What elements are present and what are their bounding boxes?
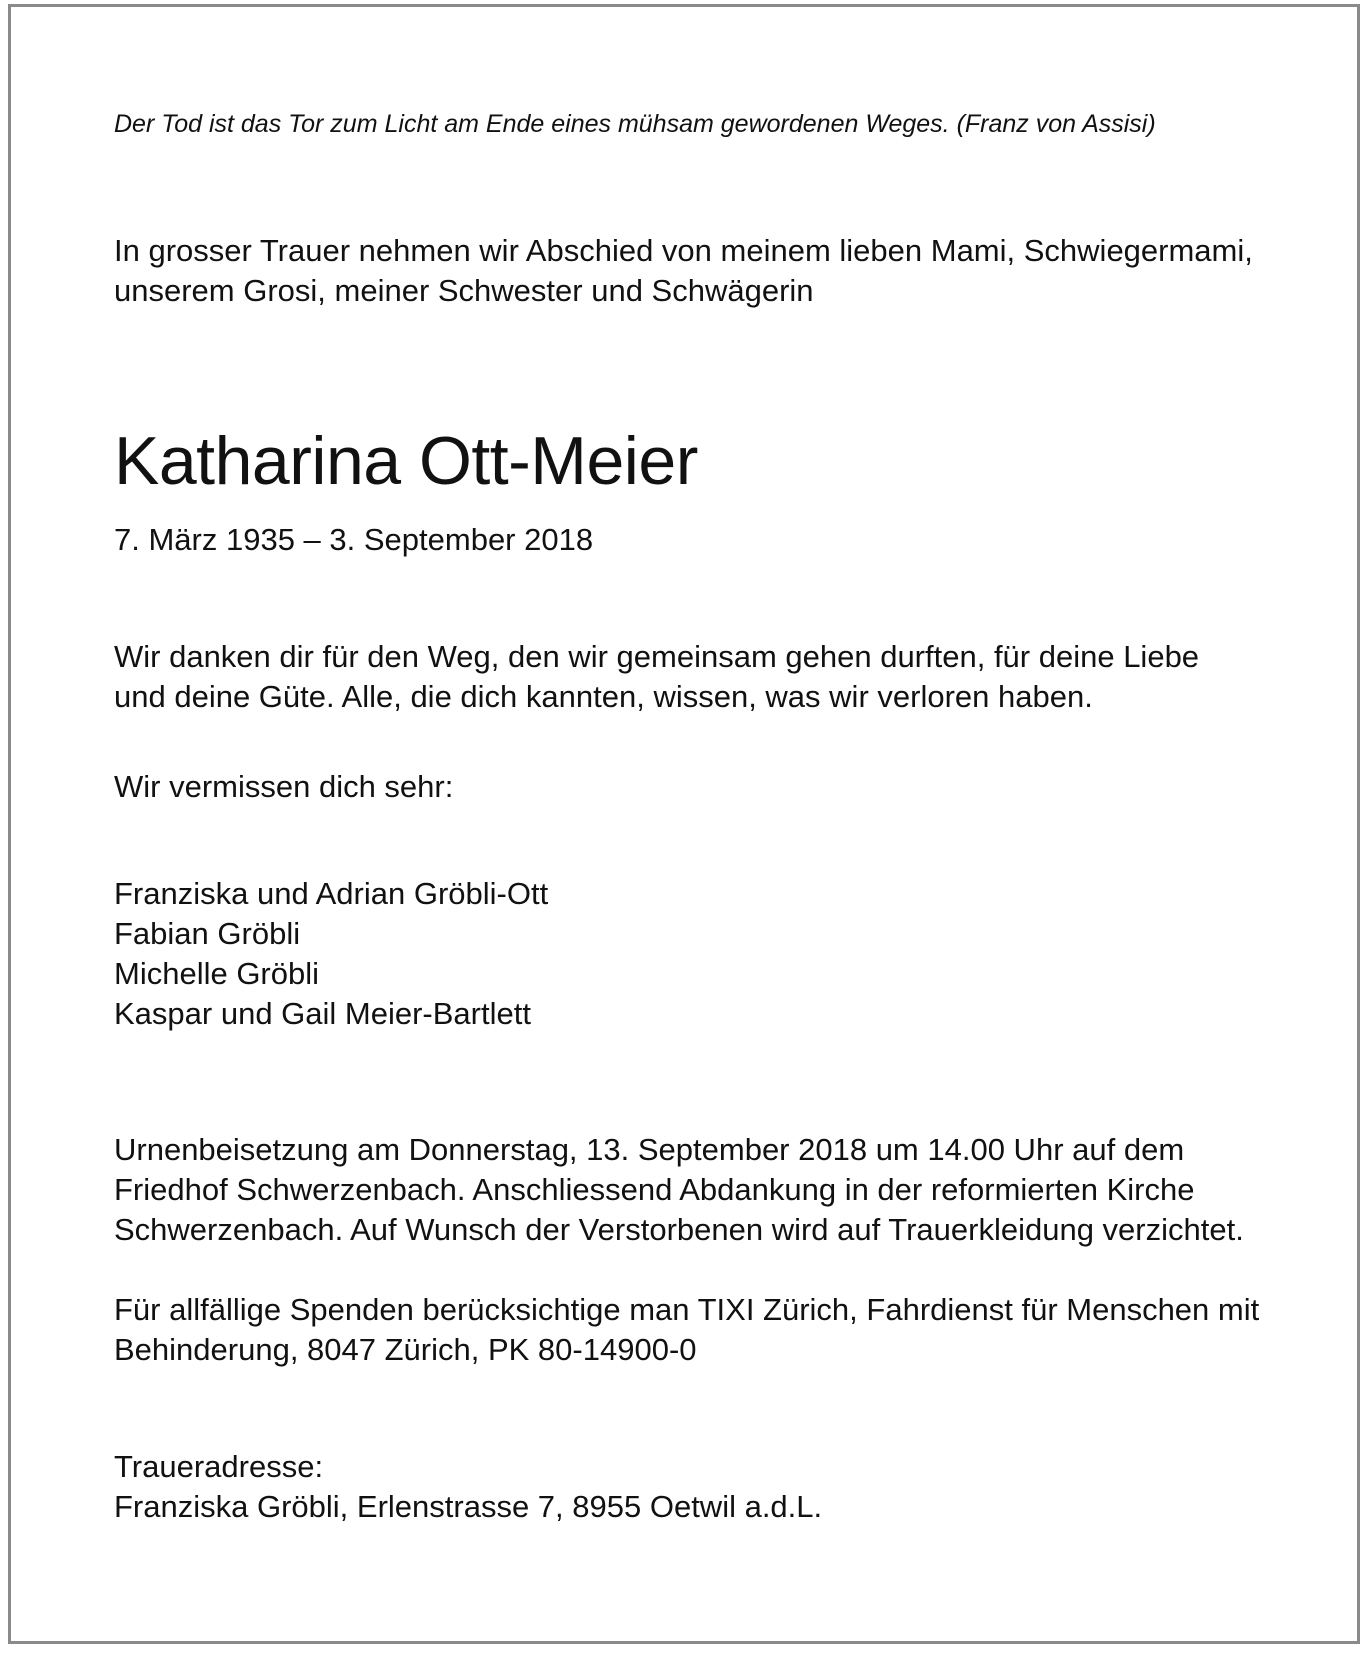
intro-line: In grosser Trauer nehmen wir Abschied von meinem lieben Mami, Schwiegermami, <box>114 233 1253 268</box>
thanks-paragraph <box>114 637 1199 717</box>
address-label: Traueradresse: <box>114 1449 324 1484</box>
donation-line: Für allfällige Spenden berücksichtige man TIXI Zürich, Fahrdienst für Menschen mit <box>114 1292 1260 1327</box>
thanks-line: und deine Güte. Alle, die dich kannten, wissen, was wir verloren haben. <box>114 679 1093 714</box>
thanks-line: Wir danken dir für den Weg, den wir gemeinsam gehen durften, für deine Liebe <box>114 639 1200 674</box>
mourner-name: Kaspar und Gail Meier-Bartlett <box>114 996 531 1031</box>
life-dates: 7. März 1935 – 3. September 2018 <box>114 522 594 557</box>
deceased-name: Katharina Ott-Meier <box>114 423 698 499</box>
mourners-list <box>114 874 548 1034</box>
ceremony-line: Friedhof Schwerzenbach. Anschliessend Abdankung in der reformierten Kirche <box>114 1172 1195 1207</box>
quote: Der Tod ist das Tor zum Licht am Ende eines mühsam gewordenen Weges. (Franz von Assisi) <box>114 110 1156 138</box>
mourning-address <box>114 1447 822 1527</box>
ceremony-line: Urnenbeisetzung am Donnerstag, 13. September 2018 um 14.00 Uhr auf dem <box>114 1132 1185 1167</box>
intro-line: unserem Grosi, meiner Schwester und Schwägerin <box>114 273 814 308</box>
donation-line: Behinderung, 8047 Zürich, PK 80-14900-0 <box>114 1332 697 1367</box>
ceremony-paragraph <box>114 1130 1244 1250</box>
mourner-name: Fabian Gröbli <box>114 916 301 951</box>
mourners-intro: Wir vermissen dich sehr: <box>114 769 454 804</box>
intro-paragraph <box>114 231 1253 311</box>
mourner-name: Michelle Gröbli <box>114 956 320 991</box>
address-text: Franziska Gröbli, Erlenstrasse 7, 8955 Oetwil a.d.L. <box>114 1489 823 1524</box>
ceremony-line: Schwerzenbach. Auf Wunsch der Verstorbenen wird auf Trauerkleidung verzichtet. <box>114 1212 1244 1247</box>
donation-paragraph <box>114 1290 1259 1370</box>
mourner-name: Franziska und Adrian Gröbli-Ott <box>114 876 549 911</box>
